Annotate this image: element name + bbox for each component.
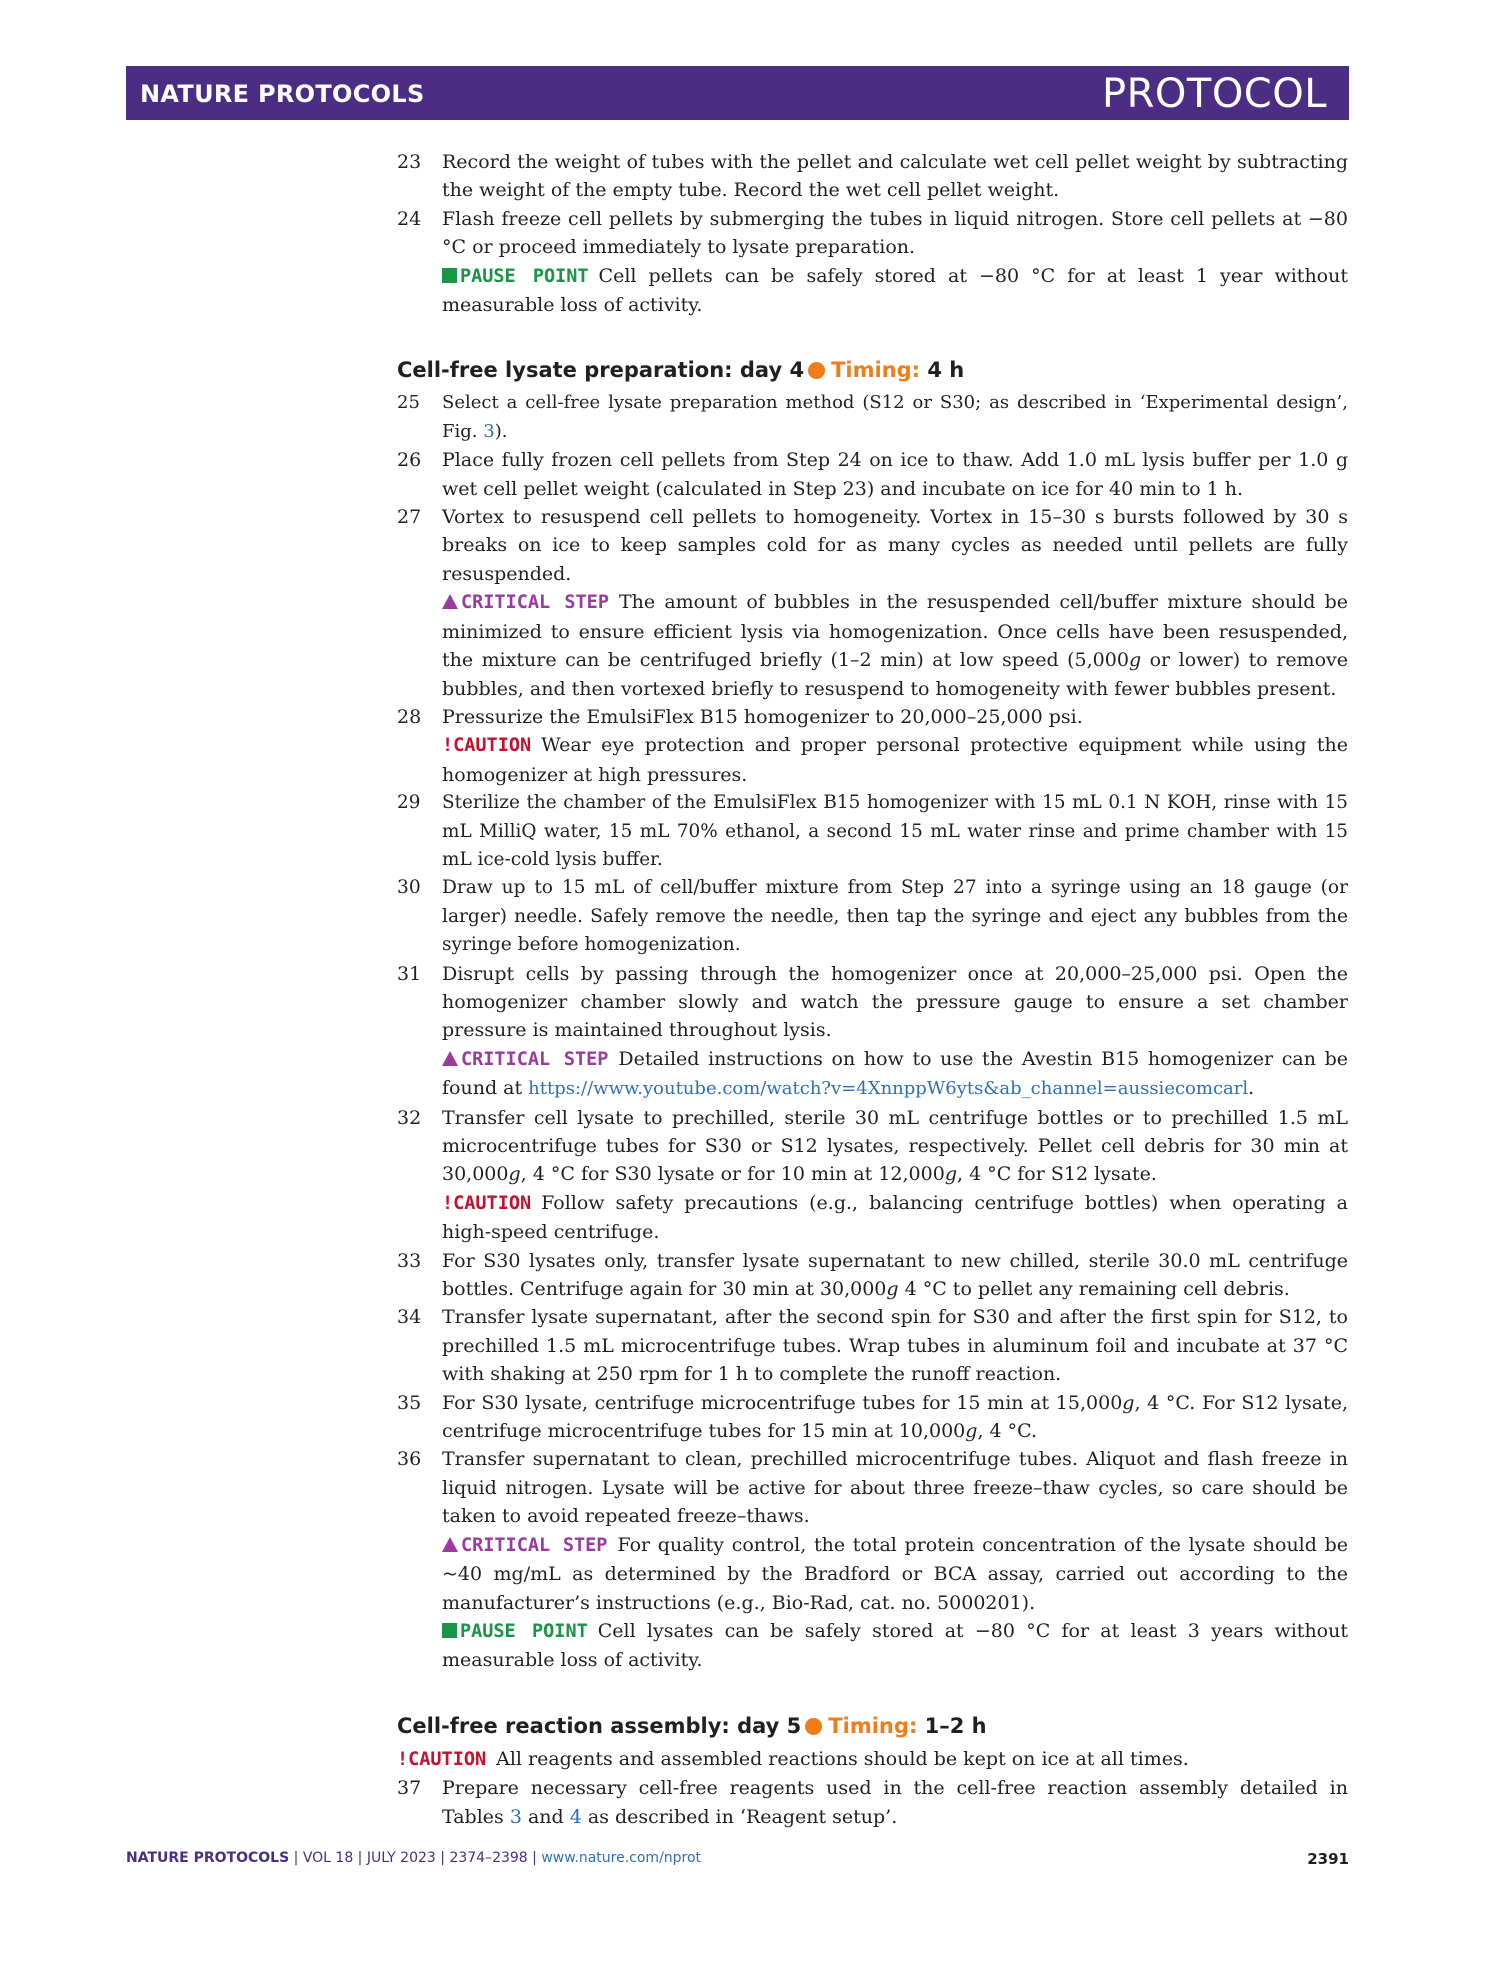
caution-section-2 xyxy=(397,1745,1348,1774)
step-text: Pressurize the EmulsiFlex B15 homogenizer to 20,000–25,000 psi. xyxy=(442,705,1083,728)
critical-text: Detailed instructions on how to use the Avestin B15 homogenizer can be found at xyxy=(442,1047,1349,1100)
timing-dot-icon xyxy=(805,1718,822,1735)
g-unit: g xyxy=(1122,1391,1135,1414)
step-text-2: , 4 °C for S30 lysate or for 10 min at 12,000 xyxy=(520,1163,945,1186)
pause-point-24 xyxy=(397,262,1348,320)
article-type: PROTOCOL xyxy=(1101,71,1327,117)
critical-step-31 xyxy=(397,1045,1348,1104)
critical-text-end: . xyxy=(1248,1077,1255,1100)
footer-pages: 2374–2398 xyxy=(449,1850,528,1866)
pause-square-icon xyxy=(442,268,457,283)
pause-point-36 xyxy=(397,1617,1348,1675)
g-unit: g xyxy=(508,1163,521,1186)
step-text: Transfer lysate supernatant, after the second spin for S30 and after the first spin for S12, to prechilled 1.5 mL microcentrifuge tubes. Wrap tubes in aluminum foil and incubate at 37 °C with shaking at 250 rpm for 1 h to complete the runoff reaction. xyxy=(442,1306,1348,1386)
step-text: Flash freeze cell pellets by submerging the tubes in liquid nitrogen. Store cell pellets at −80 °C or proceed immediately to lysate preparation. xyxy=(442,207,1348,259)
caution-label: !CAUTION xyxy=(442,735,532,757)
step-text: For S30 lysates only, transfer lysate supernatant to new chilled, sterile 30.0 mL centrifuge bottles. Centrifuge again for 30 min at 30,000 xyxy=(442,1249,1348,1301)
step-number: 25 xyxy=(397,392,420,414)
caution-28 xyxy=(397,731,1348,789)
caution-text: Follow safety precautions (e.g., balancing centrifuge bottles) when operating a high-speed centrifuge. xyxy=(442,1191,1348,1244)
step-number: 36 xyxy=(397,1448,422,1471)
figure-link[interactable]: 3 xyxy=(483,420,495,442)
pause-label: PAUSE POINT xyxy=(460,1620,588,1642)
section-heading-reaction xyxy=(397,1711,1348,1741)
step-23 xyxy=(397,148,1348,205)
caution-32 xyxy=(397,1189,1348,1247)
timing-value: 4 h xyxy=(927,358,965,383)
g-unit: g xyxy=(944,1163,957,1186)
step-36 xyxy=(397,1445,1348,1530)
footer-url[interactable]: www.nature.com/nprot xyxy=(541,1850,702,1866)
step-text: Place fully frozen cell pellets from Step 24 on ice to thaw. Add 1.0 mL lysis buffer per 1.0 g wet cell pellet weight (calculated in Step 23) and incubate on ice for 40 min to 1 h. xyxy=(442,449,1348,500)
footer-volume: VOL 18 xyxy=(302,1850,354,1866)
g-unit: g xyxy=(886,1278,899,1301)
step-number: 35 xyxy=(397,1391,422,1414)
triangle-icon xyxy=(442,1051,458,1066)
g-unit: g xyxy=(1128,649,1142,672)
critical-step-27 xyxy=(397,588,1348,703)
timing-label: Timing: xyxy=(828,1713,918,1738)
pause-label: PAUSE POINT xyxy=(460,265,589,287)
pause-text: Cell lysates can be safely stored at −80 °C for at least 3 years without measurable loss of activity. xyxy=(442,1619,1348,1672)
step-number: 32 xyxy=(397,1106,422,1129)
critical-label: CRITICAL STEP xyxy=(461,1048,609,1070)
step-text: Select a cell-free lysate preparation method (S12 or S30; as described in ‘Experimental design’, Fig. xyxy=(442,392,1348,442)
protocol-body xyxy=(397,148,1348,1831)
caution-label: !CAUTION xyxy=(442,1192,532,1214)
step-text: Draw up to 15 mL of cell/buffer mixture from Step 27 into a syringe using an 18 gauge (or larger) needle. Safely remove the needle, then tap the syringe and eject any bubbles from the syringe before homogenization. xyxy=(442,877,1348,956)
step-number: 27 xyxy=(397,506,422,529)
step-number: 37 xyxy=(397,1777,422,1800)
step-text: Disrupt cells by passing through the homogenizer once at 20,000–25,000 psi. Open the homogenizer chamber slowly and watch the pressure gauge to ensure a set chamber pressure is maintained throughout lysis. xyxy=(442,962,1348,1042)
table-link[interactable]: 3 xyxy=(509,1805,522,1828)
page-footer: NATURE PROTOCOLS | VOL 18 | JULY 2023 | 2374–2398 | www.nature.com/nprot 2391 xyxy=(126,1850,1349,1868)
step-27 xyxy=(397,503,1348,588)
step-text: Transfer supernatant to clean, prechilled microcentrifuge tubes. Aliquot and flash freeze in liquid nitrogen. Lysate will be active for about three freeze–thaw cycles, so care should be taken to avoid repeated freeze–thaws. xyxy=(442,1448,1348,1528)
table-link[interactable]: 4 xyxy=(569,1805,582,1828)
step-32 xyxy=(397,1104,1348,1189)
step-text: Record the weight of tubes with the pellet and calculate wet cell pellet weight by subtracting the weight of the empty tube. Record the wet cell pellet weight. xyxy=(442,151,1348,202)
step-33 xyxy=(397,1247,1348,1304)
step-31 xyxy=(397,960,1348,1045)
g-unit: g xyxy=(965,1420,978,1443)
caution-text: All reagents and assembled reactions should be kept on ice at all times. xyxy=(496,1747,1189,1770)
triangle-icon xyxy=(442,1537,458,1552)
step-number: 28 xyxy=(397,705,422,728)
step-number: 30 xyxy=(397,877,421,899)
caution-label: !CAUTION xyxy=(397,1748,487,1770)
step-26 xyxy=(397,446,1348,503)
step-30 xyxy=(397,874,1348,959)
step-text: For S30 lysate, centrifuge microcentrifuge tubes for 15 min at 15,000 xyxy=(442,1391,1123,1414)
step-number: 31 xyxy=(397,962,422,985)
timing-dot-icon xyxy=(808,362,825,379)
step-24 xyxy=(397,205,1348,262)
step-25 xyxy=(397,389,1348,446)
step-number: 26 xyxy=(397,449,422,472)
triangle-icon xyxy=(442,594,458,609)
timing-value: 1–2 h xyxy=(924,1713,987,1738)
step-28 xyxy=(397,703,1348,731)
step-text: Transfer cell lysate to prechilled, sterile 30 mL centrifuge bottles or to prechilled 1.5 mL microcentrifuge tubes for S30 or S12 lysates, respectively. Pellet cell debris for 30 min at 30,000 xyxy=(442,1106,1348,1186)
step-text: Sterilize the chamber of the EmulsiFlex B15 homogenizer with 15 mL 0.1 N KOH, rinse with 15 mL MilliQ water, 15 mL 70% ethanol, a second 15 mL water rinse and prime chamber with 15 mL ice-cold lysis buffer. xyxy=(442,792,1348,870)
caution-word: CAUTION xyxy=(453,735,532,757)
step-text: Prepare necessary cell-free reagents used in the cell-free reaction assembly detailed in Tables xyxy=(442,1777,1348,1828)
journal-banner xyxy=(126,66,1349,120)
journal-name: NATURE PROTOCOLS xyxy=(140,80,425,108)
section-heading-lysate xyxy=(397,355,1348,385)
timing-label: Timing: xyxy=(831,358,921,383)
section-title: Cell-free reaction assembly: day 5 xyxy=(397,1713,802,1738)
step-text-2: and xyxy=(527,1805,564,1828)
step-number: 33 xyxy=(397,1249,422,1272)
critical-label: CRITICAL STEP xyxy=(461,592,609,614)
caution-word: CAUTION xyxy=(408,1748,487,1770)
step-number: 23 xyxy=(397,151,422,173)
page-number: 2391 xyxy=(1307,1850,1349,1868)
step-number: 24 xyxy=(397,207,422,230)
step-text-2: , 4 °C. For S12 lysate, centrifuge microcentrifuge tubes for 15 min at 10,000 xyxy=(442,1391,1348,1443)
critical-step-36 xyxy=(397,1531,1348,1617)
caution-word: CAUTION xyxy=(453,1192,532,1214)
critical-text: The amount of bubbles in the resuspended cell/buffer mixture should be minimized to ensure efficient lysis via homogenization. Once cells have been resuspended, the mixture can be centrifuged briefly (1–2 min) at low speed (5,000 xyxy=(442,591,1348,672)
critical-label: CRITICAL STEP xyxy=(461,1534,608,1556)
critical-text-2: or lower) to remove bubbles, and then vortexed briefly to resuspend to homogeneity with fewer bubbles present. xyxy=(442,649,1348,700)
step-text: Vortex to resuspend cell pellets to homogeneity. Vortex in 15–30 s bursts followed by 30 s breaks on ice to keep samples cold for as many cycles as needed until pellets are fully resuspended. xyxy=(442,506,1348,585)
footer-date: JULY 2023 xyxy=(366,1850,436,1866)
section-title: Cell-free lysate preparation: day 4 xyxy=(397,358,805,383)
step-37 xyxy=(397,1774,1348,1831)
pause-text: Cell pellets can be safely stored at −80 °C for at least 1 year without measurable loss of activity. xyxy=(442,264,1348,317)
pause-square-icon xyxy=(442,1623,457,1638)
footer-journal: NATURE PROTOCOLS xyxy=(126,1850,290,1866)
caution-text: Wear eye protection and proper personal protective equipment while using the homogenizer at high pressures. xyxy=(442,734,1348,786)
step-text-3: , 4 °C. xyxy=(977,1420,1038,1443)
step-34 xyxy=(397,1303,1348,1388)
step-number: 29 xyxy=(397,792,421,814)
step-text-end: ). xyxy=(494,420,508,442)
step-text-3: , 4 °C for S12 lysate. xyxy=(956,1163,1157,1186)
critical-text: For quality control, the total protein concentration of the lysate should be ~40 mg/mL as determined by the Bradford or BCA assay, carried out according to the manufacturer’s instructions (e.g., Bio-Rad, cat. no. 5000201). xyxy=(442,1533,1348,1614)
video-link[interactable]: https://www.youtube.com/watch?v=4XnnppW6yts&ab_channel=aussiecomcarl xyxy=(528,1078,1249,1100)
step-text-2: 4 °C to pellet any remaining cell debris. xyxy=(898,1278,1290,1301)
step-text-3: as described in ‘Reagent setup’. xyxy=(587,1805,898,1828)
step-29 xyxy=(397,789,1348,874)
step-number: 34 xyxy=(397,1306,422,1329)
step-35 xyxy=(397,1389,1348,1446)
